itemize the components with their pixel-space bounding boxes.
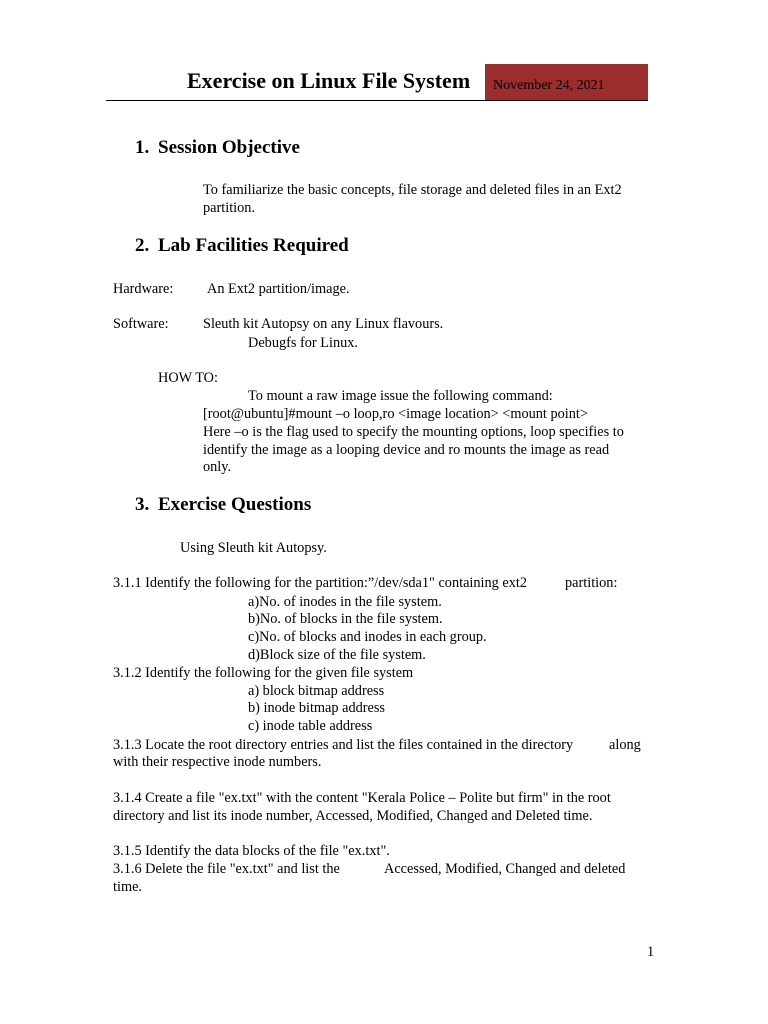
howto-line-4: identify the image as a looping device and ro mounts the image as read [203, 442, 610, 458]
section-1-title: Session Objective [158, 137, 300, 158]
section-3-title: Exercise Questions [158, 494, 312, 515]
howto-label: HOW TO: [158, 370, 218, 386]
title-underline [106, 100, 648, 101]
question-3-1-6: 3.1.6 Delete the file "ex.txt" and list the [113, 861, 340, 877]
page-number: 1 [647, 944, 655, 960]
question-3-1-1-c: c)No. of blocks and inodes in each group. [248, 629, 487, 645]
objective-text-line1: To familiarize the basic concepts, file storage and deleted files in an Ext2 [203, 182, 622, 198]
question-3-1-1-b: b)No. of blocks in the file system. [248, 611, 443, 627]
software-value-1: Sleuth kit Autopsy on any Linux flavours. [203, 316, 444, 332]
hardware-value: An Ext2 partition/image. [207, 281, 350, 297]
question-3-1-6-line2: time. [113, 879, 142, 895]
question-3-1-2-c: c) inode table address [248, 718, 373, 734]
date-label: November 24, 2021 [493, 78, 605, 93]
objective-text-line2: partition. [203, 200, 256, 216]
section-1-number: 1. [135, 137, 150, 158]
question-3-1-1-d: d)Block size of the file system. [248, 647, 426, 663]
question-3-1-2-b: b) inode bitmap address [248, 700, 385, 716]
section-3-intro: Using Sleuth kit Autopsy. [180, 540, 327, 556]
question-3-1-2: 3.1.2 Identify the following for the given file system [113, 665, 414, 681]
question-3-1-1-a: a)No. of inodes in the file system. [248, 594, 442, 610]
hardware-label: Hardware: [113, 281, 174, 297]
question-3-1-4: 3.1.4 Create a file "ex.txt" with the content "Kerala Police – Polite but firm" in the root [113, 790, 611, 806]
software-value-2: Debugfs for Linux. [248, 335, 358, 351]
software-label: Software: [113, 316, 169, 332]
howto-line-5: only. [203, 459, 232, 475]
question-3-1-3: 3.1.3 Locate the root directory entries and list the files contained in the directory [113, 737, 574, 753]
section-2-number: 2. [135, 235, 150, 256]
section-3-number: 3. [135, 494, 150, 515]
section-2-title: Lab Facilities Required [158, 235, 349, 256]
howto-line-1: To mount a raw image issue the following command: [248, 388, 553, 404]
question-3-1-1: 3.1.1 Identify the following for the partition:”/dev/sda1" containing ext2 [113, 575, 527, 591]
howto-command: [root@ubuntu]#mount –o loop,ro <image location> <mount point> [203, 406, 588, 422]
question-3-1-5: 3.1.5 Identify the data blocks of the file "ex.txt". [113, 843, 390, 859]
question-3-1-2-a: a) block bitmap address [248, 683, 385, 699]
question-3-1-3-line2: with their respective inode numbers. [113, 754, 322, 770]
howto-line-3: Here –o is the flag used to specify the mounting options, loop specifies to [203, 424, 624, 440]
question-3-1-4-line2: directory and list its inode number, Accessed, Modified, Changed and Deleted time. [113, 808, 593, 824]
question-3-1-1-end: partition: [565, 575, 618, 591]
question-3-1-3-end: along [609, 737, 641, 753]
page-title: Exercise on Linux File System [187, 68, 471, 93]
question-3-1-6-end: Accessed, Modified, Changed and deleted [384, 861, 626, 877]
